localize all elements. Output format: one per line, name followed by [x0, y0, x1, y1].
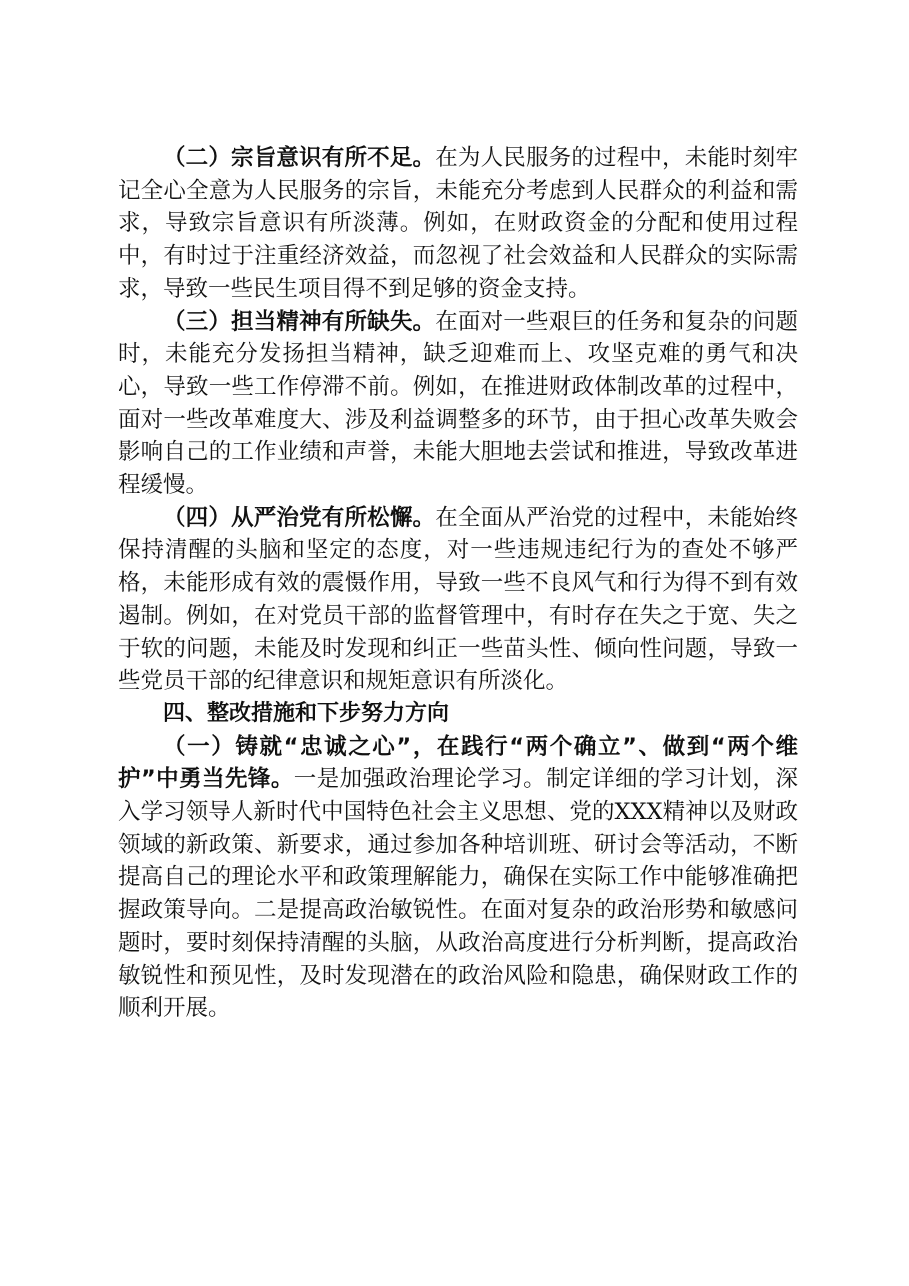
- paragraph-party-discipline: [118, 502, 798, 698]
- paragraph-text: 在为人民服务的过程中，未能时刻牢记全心全意为人民服务的宗旨，未能充分考虑到人民群众的利益和需求，导致宗旨意识有所淡薄。例如，在财政资金的分配和使用过程中，有时过于注重经济效益，而忽视了社会效益和人民群众的实际需求，导致一些民生项目得不到足够的资金支持。: [118, 145, 798, 302]
- paragraph-loyalty-measures: [118, 731, 798, 1025]
- paragraph-text: 在面对一些艰巨的任务和复杂的问题时，未能充分发扬担当精神，缺乏迎难而上、攻坚克难的勇气和决心，导致一些工作停滞不前。例如，在推进财政体制改革的过程中，面对一些改革难度大、涉及利益调整多的环节，由于担心改革失败会影响自己的工作业绩和声誉，未能大胆地去尝试和推进，导致改革进程缓慢。: [118, 308, 798, 499]
- paragraph-text: 在全面从严治党的过程中，未能始终保持清醒的头脑和坚定的态度，对一些违规违纪行为的查处不够严格，未能形成有效的震慑作用，导致一些不良风气和行为得不到有效遏制。例如，在对党员干部的监督管理中，有时存在失之于宽、失之于软的问题，未能及时发现和纠正一些苗头性、倾向性问题，导致一些党员干部的纪律意识和规矩意识有所淡化。: [118, 504, 798, 695]
- paragraph-lead: （二）宗旨意识有所不足。: [163, 145, 436, 171]
- document-body: [118, 142, 798, 1025]
- paragraph-text: 一是加强政治理论学习。制定详细的学习计划，深入学习领导人新时代中国特色社会主义思想、党的XXX精神以及财政领域的新政策、新要求，通过参加各种培训班、研讨会等活动，不断提高自己的理论水平和政策理解能力，确保在实际工作中能够准确把握政策导向。二是提高政治敏锐性。在面对复杂的政治形势和敏感问题时，要时刻保持清醒的头脑，从政治高度进行分析判断，提高政治敏锐性和预见性，及时发现潜在的政治风险和隐患，确保财政工作的顺利开展。: [118, 766, 798, 1022]
- paragraph-responsibility-spirit: [118, 306, 798, 502]
- paragraph-lead: （一）铸就“忠诚之心”，在践行“两个确立”、做到“两个维护”中勇当先锋。: [118, 733, 798, 793]
- paragraph-lead: （四）从严治党有所松懈。: [163, 504, 436, 531]
- section-heading: 四、整改措施和下步努力方向: [163, 700, 450, 726]
- paragraph-purpose-awareness: [118, 142, 798, 306]
- paragraph-lead: （三）担当精神有所缺失。: [163, 308, 436, 335]
